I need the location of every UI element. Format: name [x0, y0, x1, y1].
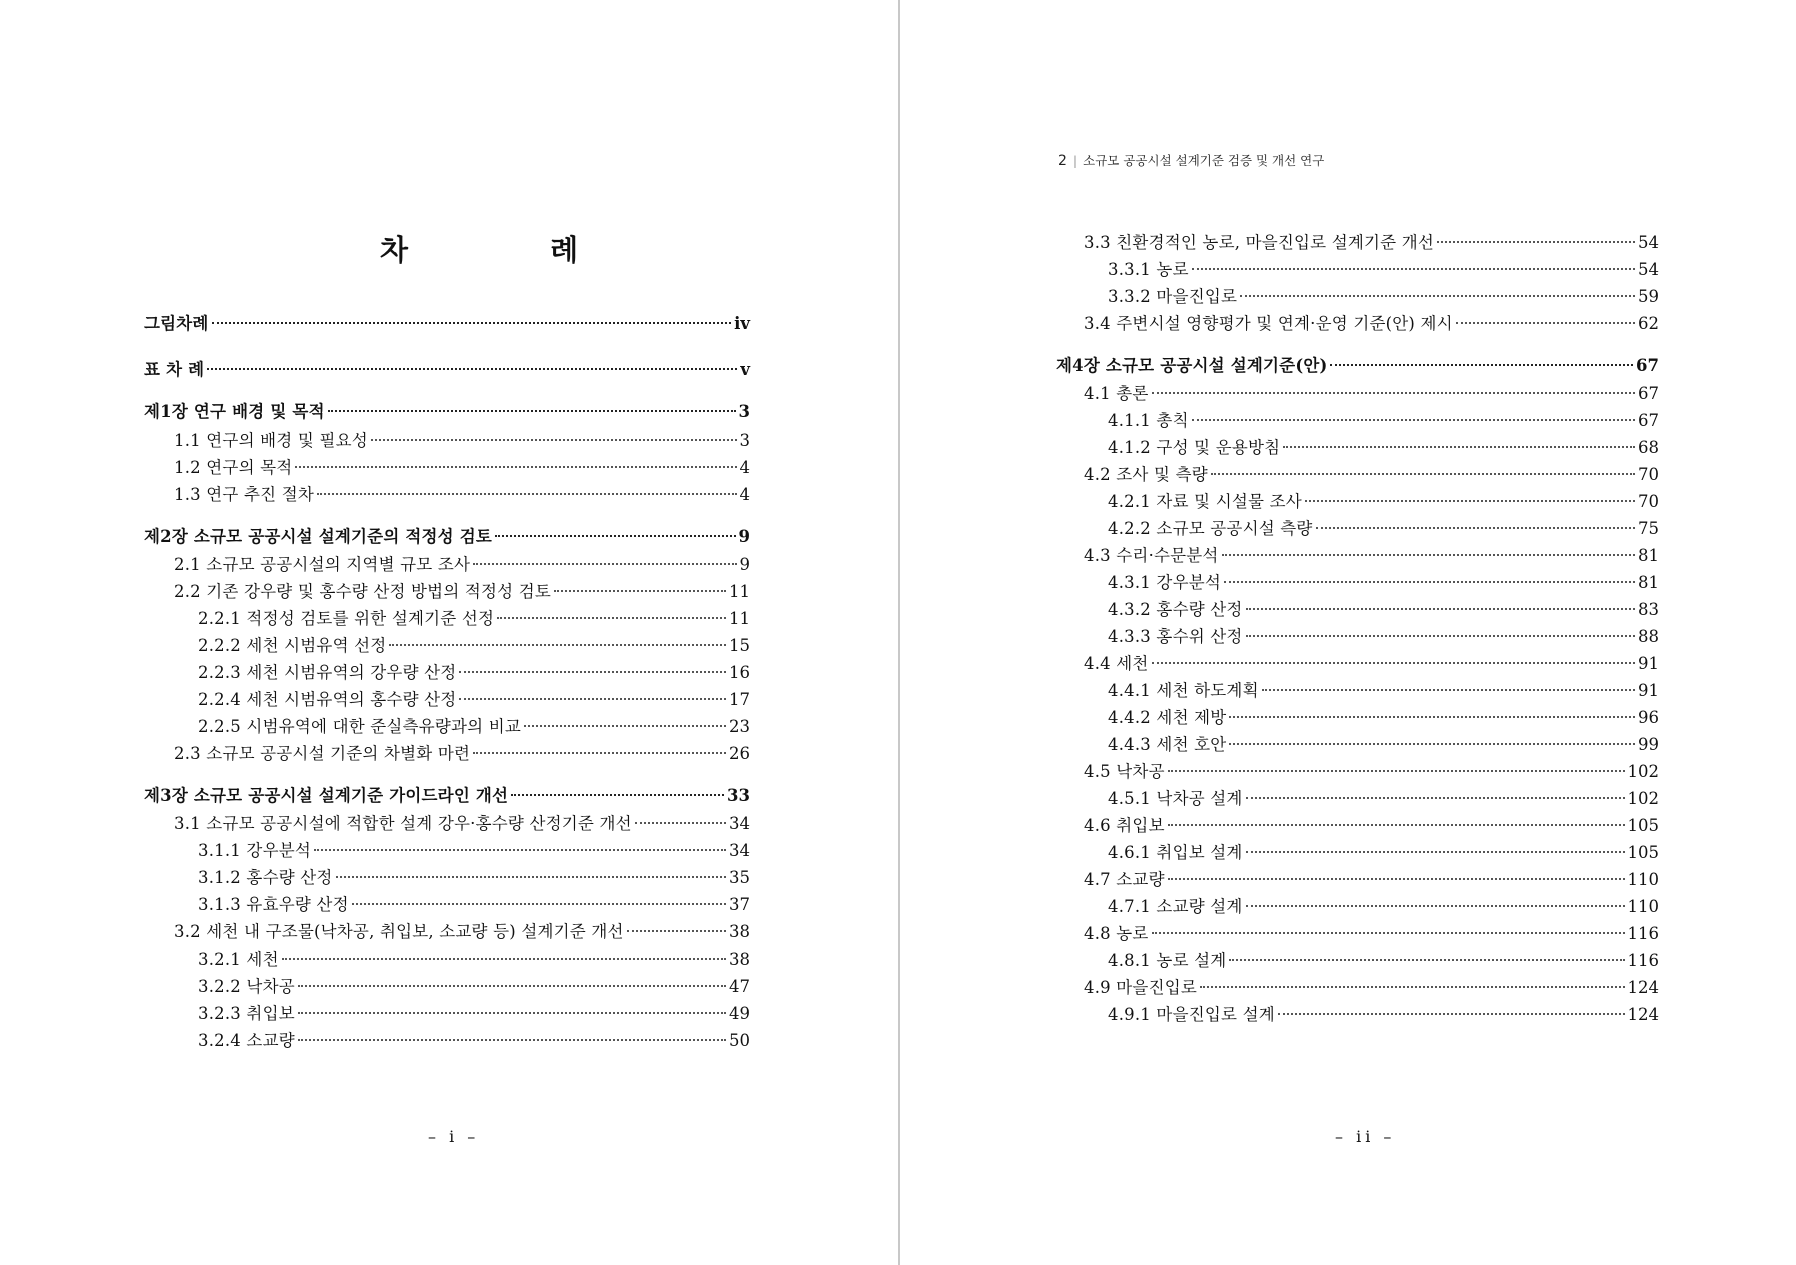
toc-entry-label: 4.2 조사 및 측량 — [1084, 465, 1208, 484]
toc-entry[interactable] — [1108, 434, 1659, 459]
toc-entry-label: 2.2.4 세천 시범유역의 홍수량 산정 — [198, 690, 457, 709]
dot-leader — [473, 752, 726, 754]
toc-entry[interactable] — [198, 891, 750, 916]
toc-entry[interactable] — [198, 659, 750, 684]
toc-entry[interactable] — [1108, 839, 1659, 864]
toc-entry[interactable] — [198, 605, 750, 630]
dot-leader — [1246, 608, 1635, 610]
toc-entry[interactable] — [1084, 974, 1659, 999]
toc-entry-label: 4.7 소교량 — [1084, 870, 1165, 889]
toc-entry-page: 81 — [1638, 546, 1659, 565]
toc-entry-label: 3.3 친환경적인 농로, 마을진입로 설계기준 개선 — [1084, 233, 1435, 252]
toc-entry-page: 124 — [1627, 1005, 1659, 1024]
dot-leader — [328, 410, 736, 412]
toc-entry-label: 4.1.2 구성 및 운용방침 — [1108, 438, 1281, 457]
toc-entry-page: 38 — [729, 922, 750, 941]
dot-leader — [207, 368, 737, 370]
toc-entry-page: iv — [734, 314, 750, 333]
toc-entry-page: 47 — [729, 977, 750, 996]
dot-leader — [371, 439, 737, 441]
dot-leader — [389, 644, 726, 646]
toc-entry-page: 11 — [729, 609, 750, 628]
dot-leader — [1152, 932, 1625, 934]
toc-entry[interactable] — [198, 837, 750, 862]
toc-entry-label: 제4장 소규모 공공시설 설계기준(안) — [1056, 356, 1328, 375]
toc-entry-label: 4.4.2 세천 제방 — [1108, 708, 1227, 727]
toc-entry[interactable] — [1084, 758, 1659, 783]
dot-leader — [212, 322, 732, 324]
dot-leader — [1456, 322, 1635, 324]
toc-entry[interactable] — [198, 946, 750, 971]
toc-entry-label: 3.3.2 마을진입로 — [1108, 287, 1238, 306]
dot-leader — [473, 563, 736, 565]
dot-leader — [1229, 959, 1624, 961]
toc-entry-label: 제3장 소규모 공공시설 설계기준 가이드라인 개선 — [144, 786, 509, 805]
toc-entry-page: 23 — [729, 717, 750, 736]
toc-entry-label: 4.5.1 낙차공 설계 — [1108, 789, 1243, 808]
dot-leader — [635, 822, 726, 824]
dot-leader — [1152, 392, 1635, 394]
dot-leader — [1192, 419, 1635, 421]
toc-entry-label: 4.3.3 홍수위 산정 — [1108, 627, 1243, 646]
toc-entry-label: 2.2.2 세천 시범유역 선정 — [198, 636, 387, 655]
toc-entry[interactable] — [1084, 866, 1659, 891]
right-page-number: – ii – — [1335, 1127, 1396, 1146]
dot-leader — [298, 985, 726, 987]
toc-entry[interactable] — [1084, 650, 1659, 675]
dot-leader — [317, 493, 736, 495]
toc-entry[interactable] — [144, 356, 750, 381]
toc-entry-label: 제1장 연구 배경 및 목적 — [144, 402, 325, 421]
toc-entry[interactable] — [174, 740, 750, 765]
dot-leader — [1246, 905, 1625, 907]
toc-entry-page: 99 — [1638, 735, 1659, 754]
toc-entry[interactable] — [1108, 731, 1659, 756]
toc-entry-page: 102 — [1627, 762, 1659, 781]
toc-entry-page: 9 — [738, 527, 750, 546]
dot-leader — [554, 590, 726, 592]
dot-leader — [495, 535, 735, 537]
dot-leader — [352, 903, 726, 905]
toc-entry-page: 62 — [1638, 314, 1659, 333]
toc-entry-page: v — [740, 360, 750, 379]
toc-entry-page: 54 — [1638, 233, 1659, 252]
toc-entry-page: 50 — [729, 1031, 750, 1050]
dot-leader — [282, 958, 726, 960]
toc-entry-label: 3.1.2 홍수량 산정 — [198, 868, 333, 887]
toc-entry-page: 91 — [1638, 654, 1659, 673]
toc-entry[interactable] — [1108, 704, 1659, 729]
toc-entry-label: 4.8 농로 — [1084, 924, 1149, 943]
left-page-number: – i – — [428, 1127, 480, 1146]
toc-entry[interactable] — [1108, 283, 1659, 308]
toc-entry[interactable] — [1084, 542, 1659, 567]
toc-entry[interactable] — [174, 578, 750, 603]
toc-entry-page: 81 — [1638, 573, 1659, 592]
toc-entry-label: 2.2.3 세천 시범유역의 강우량 산정 — [198, 663, 457, 682]
dot-leader — [295, 466, 736, 468]
dot-leader — [627, 930, 726, 932]
toc-entry-page: 38 — [729, 950, 750, 969]
toc-entry-page: 124 — [1627, 978, 1659, 997]
toc-entry-page: 116 — [1627, 924, 1659, 943]
toc-entry-page: 49 — [729, 1004, 750, 1023]
toc-entry[interactable] — [1108, 893, 1659, 918]
toc-entry-page: 67 — [1638, 384, 1659, 403]
toc-entry-label: 4.9.1 마을진입로 설계 — [1108, 1005, 1275, 1024]
toc-entry[interactable] — [174, 810, 750, 835]
toc-entry-label: 4.9 마을진입로 — [1084, 978, 1197, 997]
toc-entry-page: 70 — [1638, 492, 1659, 511]
toc-entry-page: 15 — [729, 636, 750, 655]
dot-leader — [1211, 473, 1635, 475]
dot-leader — [1229, 743, 1635, 745]
dot-leader — [1437, 241, 1635, 243]
right-page — [900, 0, 1796, 1265]
toc-entry-label: 3.1.1 강우분석 — [198, 841, 311, 860]
toc-entry-page: 34 — [729, 841, 750, 860]
toc-entry[interactable] — [198, 1027, 750, 1052]
dot-leader — [1240, 295, 1635, 297]
dot-leader — [1152, 662, 1635, 664]
toc-entry-label: 4.4 세천 — [1084, 654, 1149, 673]
toc-entry[interactable] — [1084, 812, 1659, 837]
toc-entry-label: 2.2.1 적정성 검토를 위한 설계기준 선정 — [198, 609, 495, 628]
toc-entry-label: 4.4.1 세천 하도계획 — [1108, 681, 1259, 700]
toc-entry-label: 제2장 소규모 공공시설 설계기준의 적정성 검토 — [144, 527, 493, 546]
dot-leader — [459, 671, 726, 673]
toc-entry[interactable] — [174, 427, 750, 452]
dot-leader — [1262, 689, 1635, 691]
toc-entry-label: 3.2.1 세천 — [198, 950, 279, 969]
toc-entry-label: 2.3 소규모 공공시설 기준의 차별화 마련 — [174, 744, 471, 763]
toc-entry-page: 91 — [1638, 681, 1659, 700]
toc-entry-label: 3.2.3 취입보 — [198, 1004, 295, 1023]
toc-entry[interactable] — [1108, 623, 1659, 648]
toc-entry-label: 2.2 기존 강우량 및 홍수량 산정 방법의 적정성 검토 — [174, 582, 552, 601]
toc-entry[interactable] — [174, 454, 750, 479]
toc-entry[interactable] — [1108, 596, 1659, 621]
toc-entry-page: 37 — [729, 895, 750, 914]
toc-entry-page: 116 — [1627, 951, 1659, 970]
dot-leader — [314, 849, 726, 851]
toc-entry[interactable] — [1084, 461, 1659, 486]
toc-entry-page: 96 — [1638, 708, 1659, 727]
toc-entry-page: 54 — [1638, 260, 1659, 279]
toc-entry-label: 1.1 연구의 배경 및 필요성 — [174, 431, 368, 450]
dot-leader — [1246, 635, 1635, 637]
toc-entry-page: 3 — [739, 431, 750, 450]
dot-leader — [1168, 770, 1625, 772]
dot-leader — [1283, 446, 1635, 448]
toc-entry[interactable] — [198, 713, 750, 738]
toc-entry[interactable] — [1108, 515, 1659, 540]
toc-entry-page: 9 — [739, 555, 750, 574]
toc-entry[interactable] — [1108, 947, 1659, 972]
toc-entry[interactable] — [1108, 785, 1659, 810]
toc-entry-label: 4.1 총론 — [1084, 384, 1149, 403]
toc-entry-page: 33 — [727, 786, 750, 805]
toc-entry-page: 68 — [1638, 438, 1659, 457]
toc-entry-label: 3.3.1 농로 — [1108, 260, 1189, 279]
toc-entry-label: 4.6 취입보 — [1084, 816, 1165, 835]
dot-leader — [1316, 527, 1635, 529]
toc-entry[interactable] — [198, 973, 750, 998]
toc-entry[interactable] — [1084, 229, 1659, 254]
toc-entry-label: 4.7.1 소교량 설계 — [1108, 897, 1243, 916]
toc-entry[interactable] — [1056, 352, 1659, 377]
dot-leader — [1168, 878, 1625, 880]
running-head-title: 소규모 공공시설 설계기준 검증 및 개선 연구 — [1083, 153, 1325, 168]
toc-entry[interactable] — [198, 632, 750, 657]
toc-entry-page: 67 — [1636, 356, 1659, 375]
running-head-number: 2 — [1058, 153, 1067, 169]
toc-entry-page: 35 — [729, 868, 750, 887]
toc-entry-page: 11 — [729, 582, 750, 601]
toc-entry-page: 75 — [1638, 519, 1659, 538]
toc-entry-label: 그림차례 — [144, 314, 209, 333]
dot-leader — [1246, 797, 1625, 799]
toc-entry-page: 16 — [729, 663, 750, 682]
toc-entry[interactable] — [1108, 569, 1659, 594]
dot-leader — [1224, 581, 1635, 583]
toc-entry-label: 2.2.5 시범유역에 대한 준실측유량과의 비교 — [198, 717, 521, 736]
dot-leader — [298, 1039, 726, 1041]
toc-entry[interactable] — [1108, 1001, 1659, 1026]
toc-entry-page: 105 — [1627, 843, 1659, 862]
toc-entry[interactable] — [1108, 488, 1659, 513]
toc-title: 차 례 — [380, 233, 645, 267]
toc-entry[interactable] — [1108, 677, 1659, 702]
toc-entry-label: 4.4.3 세천 호안 — [1108, 735, 1227, 754]
toc-entry-page: 105 — [1627, 816, 1659, 835]
dot-leader — [1222, 554, 1635, 556]
running-head-separator: | — [1072, 153, 1078, 168]
toc-entry-page: 3 — [738, 402, 750, 421]
toc-entry-label: 4.1.1 총칙 — [1108, 411, 1189, 430]
toc-entry-label: 4.5 낙차공 — [1084, 762, 1165, 781]
toc-entry-label: 1.3 연구 추진 절차 — [174, 485, 315, 504]
toc-entry-label: 4.3.2 홍수량 산정 — [1108, 600, 1243, 619]
toc-entry[interactable] — [174, 481, 750, 506]
toc-entry-page: 88 — [1638, 627, 1659, 646]
toc-entry[interactable] — [174, 918, 750, 943]
dot-leader — [1168, 824, 1625, 826]
dot-leader — [1246, 851, 1625, 853]
toc-entry-label: 4.6.1 취입보 설계 — [1108, 843, 1243, 862]
toc-entry-page: 17 — [729, 690, 750, 709]
toc-entry-page: 67 — [1638, 411, 1659, 430]
dot-leader — [1229, 716, 1635, 718]
toc-entry[interactable] — [144, 523, 750, 548]
dot-leader — [1278, 1013, 1625, 1015]
toc-entry[interactable] — [1108, 256, 1659, 281]
toc-entry[interactable] — [174, 551, 750, 576]
dot-leader — [459, 698, 726, 700]
dot-leader — [1200, 986, 1625, 988]
toc-entry[interactable] — [1084, 310, 1659, 335]
toc-entry[interactable] — [144, 398, 750, 423]
toc-entry-page: 110 — [1627, 870, 1659, 889]
toc-entry-page: 59 — [1638, 287, 1659, 306]
toc-entry-page: 26 — [729, 744, 750, 763]
toc-entry-label: 2.1 소규모 공공시설의 지역별 규모 조사 — [174, 555, 471, 574]
toc-entry[interactable] — [1084, 380, 1659, 405]
toc-entry-label: 1.2 연구의 목적 — [174, 458, 293, 477]
toc-entry-label: 4.2.1 자료 및 시설물 조사 — [1108, 492, 1302, 511]
toc-entry-label: 3.2.4 소교량 — [198, 1031, 295, 1050]
toc-entry[interactable] — [144, 310, 750, 335]
toc-entry-label: 3.1 소규모 공공시설에 적합한 설계 강우·홍수량 산정기준 개선 — [174, 814, 632, 833]
toc-entry-page: 70 — [1638, 465, 1659, 484]
toc-entry[interactable] — [198, 1000, 750, 1025]
dot-leader — [497, 617, 726, 619]
dot-leader — [1330, 364, 1633, 366]
toc-entry-page: 102 — [1627, 789, 1659, 808]
toc-entry-label: 4.2.2 소규모 공공시설 측량 — [1108, 519, 1313, 538]
toc-entry[interactable] — [198, 686, 750, 711]
toc-entry-label: 3.4 주변시설 영향평가 및 연계·운영 기준(안) 제시 — [1084, 314, 1453, 333]
toc-entry-label: 4.8.1 농로 설계 — [1108, 951, 1227, 970]
toc-entry-label: 4.3.1 강우분석 — [1108, 573, 1221, 592]
toc-entry-page: 34 — [729, 814, 750, 833]
toc-entry-page: 83 — [1638, 600, 1659, 619]
toc-entry-label: 3.2 세천 내 구조물(낙차공, 취입보, 소교량 등) 설계기준 개선 — [174, 922, 624, 941]
toc-entry[interactable] — [1108, 407, 1659, 432]
dot-leader — [1192, 268, 1635, 270]
toc-entry-page: 4 — [739, 485, 750, 504]
dot-leader — [1305, 500, 1635, 502]
toc-entry-page: 110 — [1627, 897, 1659, 916]
running-head — [1058, 151, 1324, 169]
toc-entry-label: 4.3 수리·수문분석 — [1084, 546, 1219, 565]
toc-entry[interactable] — [198, 864, 750, 889]
dot-leader — [524, 725, 726, 727]
dot-leader — [298, 1012, 726, 1014]
toc-entry-label: 표 차 례 — [144, 360, 205, 379]
toc-entry-label: 3.2.2 낙차공 — [198, 977, 295, 996]
toc-entry[interactable] — [1084, 920, 1659, 945]
toc-entry[interactable] — [144, 782, 750, 807]
dot-leader — [511, 794, 724, 796]
toc-entry-page: 4 — [739, 458, 750, 477]
dot-leader — [336, 876, 726, 878]
toc-entry-label: 3.1.3 유효우량 산정 — [198, 895, 349, 914]
